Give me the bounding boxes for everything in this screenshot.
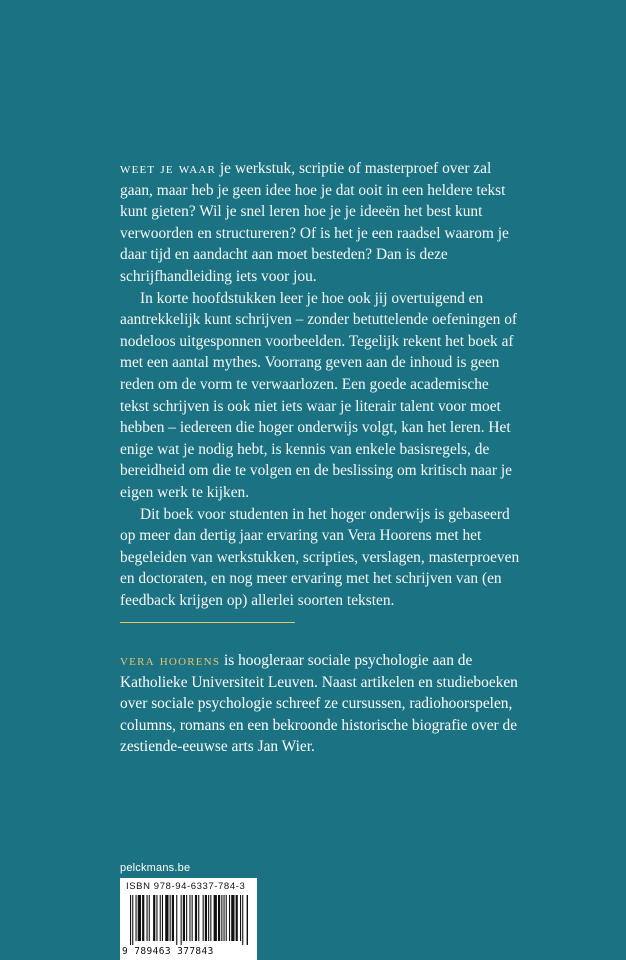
barcode-bar [229, 895, 230, 941]
publisher-url: pelckmans.be [120, 862, 191, 874]
barcode-bar [247, 895, 248, 945]
barcode-bar [203, 895, 204, 941]
barcode-bar [210, 895, 211, 941]
barcode-bar [189, 895, 190, 941]
barcode-bar [226, 895, 227, 941]
barcode-bar [138, 895, 141, 941]
author-name: vera hoorens [120, 652, 221, 669]
barcode-bar [195, 895, 197, 941]
barcode-bar [172, 895, 174, 941]
barcode-bar [208, 895, 209, 941]
barcode-bar [142, 895, 144, 941]
barcode-bar [183, 895, 185, 941]
barcode-bar [205, 895, 207, 941]
barcode [120, 878, 257, 960]
barcode-bar [214, 895, 217, 941]
barcode-bar [176, 895, 177, 945]
barcode-bar [242, 895, 243, 945]
barcode-bar [198, 895, 199, 941]
barcode-bar [236, 895, 238, 941]
barcode-bar [186, 895, 187, 941]
barcode-bar [147, 895, 148, 941]
barcode-bar [153, 895, 155, 941]
barcode-bar [181, 895, 182, 945]
blurb-paragraph-3: Dit boek voor studenten in het hoger onderwijs is gebaseerd op meer dan dertig jaar ervaring van Vera Hoorens met het begeleiden van werkstukken, scripties, verslagen, masterproeven en doctoraten, en nog meer ervaring met het schrijven van (en feedback krijgen op) allerlei soorten teksten. [120, 505, 520, 609]
barcode-bars [130, 895, 248, 945]
barcode-bar [224, 895, 225, 941]
blurb-paragraph-2: In korte hoofdstukken leer je hoe ook jij overtuigend en aantrekkelijk kunt schrijven – zonder betuttelende oefeningen of nodeloos uitgesponnen voorbeelden. Tegelijk rekent het boek af met een aantal mythes. Voorrang geven aan de inhoud is geen reden om de vorm te verwaarlozen. Een goede academische tekst schrijven is ook niet iets waar je literair talent voor moet hebben – iedereen die hoger onderwijs volgt, kan het leren. Het enige wat je nodig hebt, is kennis van enkele basisregels, de bereidheid om die te volgen en de beslissing om kritisch naar je eigen werk te kijken. [120, 289, 518, 501]
barcode-bar [192, 895, 193, 941]
barcode-bar [162, 895, 163, 941]
barcode-bar [136, 895, 137, 941]
barcode-bar [165, 895, 168, 941]
blurb-paragraph-1-text: je werkstuk, scriptie of masterproef over zal gaan, maar heb je geen idee hoe je dat ooit in een heldere tekst kunt gieten? Wil je snel leren hoe je je ideeën het best kunt verwoorden en structureren? Of is het je een raadsel waarom je daar tijd en aandacht aan moet besteden? Dan is deze schrijfhandleiding iets voor jou. [120, 160, 509, 285]
author-bio-text: is hoogleraar sociale psychologie aan de Katholieke Universiteit Leuven. Naast artikelen en studieboeken over sociale psychologie schreef ze cursussen, radiohoorspelen, columns, romans en een bekroonde historische biografie over de zestiende-eeuwse arts Jan Wier. [120, 652, 518, 756]
barcode-bar [149, 895, 150, 941]
blurb-paragraph-1 [120, 158, 520, 288]
barcode-bar [156, 895, 157, 941]
barcode-bar [160, 895, 161, 941]
barcode-bar [132, 895, 133, 945]
isbn-digits: 9 789463 377843 [122, 946, 214, 957]
barcode-bar [240, 895, 241, 941]
back-cover-blurb [120, 158, 520, 611]
barcode-bar [130, 895, 131, 945]
barcode-bar [221, 895, 222, 941]
barcode-bar [231, 895, 234, 941]
barcode-bar [218, 895, 220, 941]
section-divider [120, 622, 295, 623]
blurb-lead-in: weet je waar [120, 160, 217, 177]
isbn-label: ISBN 978-94-6337-784-3 [126, 881, 246, 892]
barcode-bar [170, 895, 171, 941]
author-bio [120, 650, 520, 758]
